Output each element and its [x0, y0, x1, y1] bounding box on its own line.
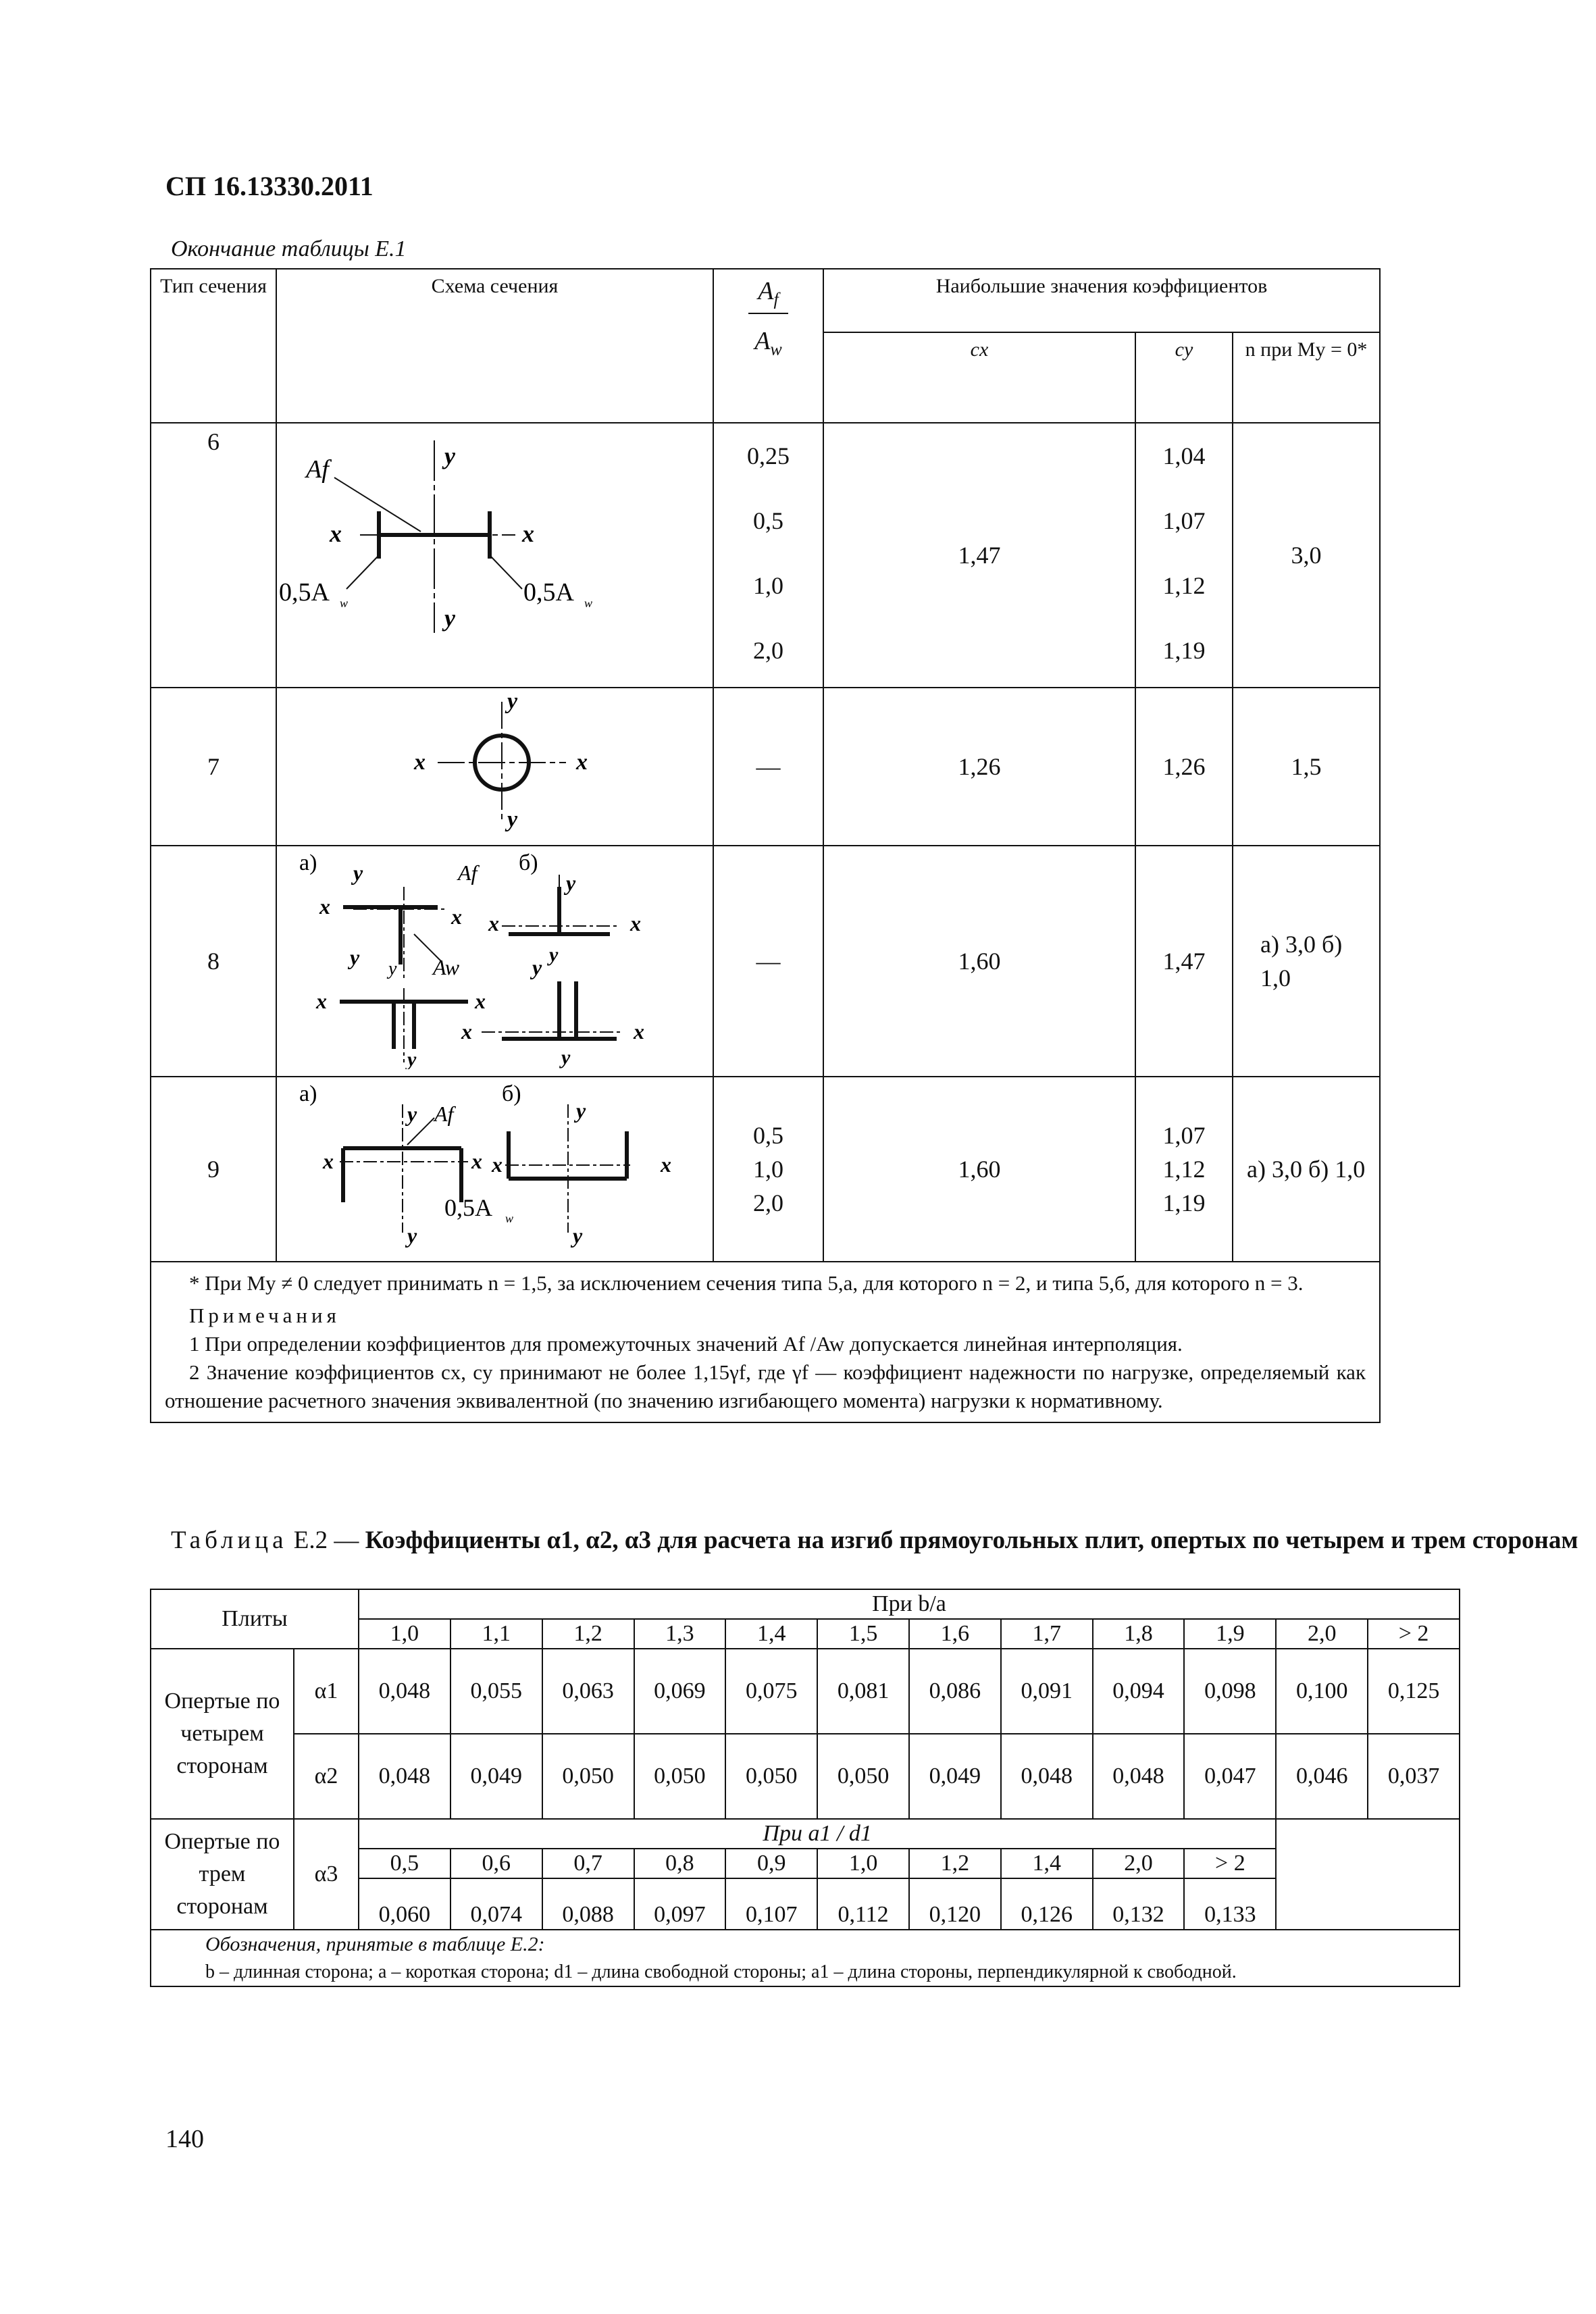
- svg-text:x: x: [488, 911, 499, 935]
- i-beam-diagram: [279, 423, 711, 646]
- pipe-section-diagram: [279, 688, 711, 837]
- n-cell: а) 3,0 б) 1,0: [1233, 846, 1380, 1077]
- legend-title: Обозначения, принятые в таблице Е.2:: [151, 1930, 1460, 1959]
- svg-text:w: w: [339, 596, 348, 610]
- svg-text:x: x: [471, 1149, 482, 1173]
- svg-text:y: y: [565, 871, 575, 895]
- x-axis-label: x: [521, 520, 534, 547]
- svg-text:y: y: [407, 1102, 417, 1126]
- y-axis-label: y: [444, 605, 455, 632]
- ratio-fraction: $\frac{A_f}{A_w}$: [748, 276, 788, 359]
- half-aw-label: 0,5A: [278, 578, 330, 607]
- header-n: n при My = 0*: [1233, 332, 1380, 423]
- svg-text:x: x: [633, 1019, 644, 1044]
- cy-cell: 1,26: [1135, 688, 1233, 846]
- table-row: [151, 423, 1380, 688]
- table-row: [151, 846, 1380, 1077]
- ratio-cell: —: [713, 846, 823, 1077]
- table-notes-row: [151, 1262, 1380, 1422]
- half-aw-label: 0,5A: [523, 578, 574, 607]
- svg-text:x: x: [461, 1019, 472, 1044]
- ratio-cell: 0,5 1,0 2,0: [713, 1077, 823, 1262]
- svg-text:w: w: [505, 1212, 513, 1225]
- table-e2: [150, 1589, 1460, 1987]
- scheme-cell: [276, 423, 713, 688]
- header-max-values: Наибольшие значения коэффициентов: [823, 269, 1380, 332]
- cx-cell: 1,60: [823, 846, 1135, 1077]
- cy-cell: 1,07 1,12 1,19: [1135, 1077, 1233, 1262]
- svg-text:Af: Af: [434, 1102, 453, 1126]
- y-axis-label: y: [507, 807, 517, 832]
- header-scheme: Схема сечения: [276, 269, 713, 423]
- ba-values-row: 1,0 1,1 1,2 1,3 1,4 1,5 1,6 1,7 1,8 1,9 2,0 > 2: [151, 1619, 1460, 1649]
- section-type-cell: 7: [151, 688, 276, 846]
- alpha2-row: α2 0,048 0,049 0,050 0,050 0,050 0,050 0,049 0,048 0,048 0,047 0,046 0,037: [151, 1734, 1460, 1819]
- svg-text:б): б): [501, 1081, 521, 1106]
- ratio-cell: —: [713, 688, 823, 846]
- svg-text:Af: Af: [457, 860, 477, 885]
- svg-text:y: y: [532, 955, 542, 979]
- four-sides-label: Опертые по четырем сторонам: [151, 1649, 294, 1819]
- t-section-diagram: [279, 846, 711, 1069]
- svg-text:y: y: [561, 1046, 570, 1069]
- table-continuation-label: Окончание таблицы Е.1: [171, 236, 407, 261]
- section-type-cell: 9: [151, 1077, 276, 1262]
- notes-title: Примечания: [189, 1304, 340, 1327]
- svg-text:y: y: [407, 1048, 416, 1069]
- svg-text:x: x: [629, 911, 641, 935]
- svg-text:y: y: [548, 944, 558, 966]
- page-number: 140: [165, 2125, 204, 2153]
- header-pri-ba: При b/a: [359, 1589, 1460, 1619]
- x-axis-label: x: [329, 520, 342, 547]
- svg-text:а): а): [299, 1081, 317, 1106]
- x-axis-label: x: [575, 750, 588, 775]
- scheme-cell: [276, 1077, 713, 1262]
- svg-text:y: y: [353, 860, 363, 885]
- section-type-cell: 8: [151, 846, 276, 1077]
- scheme-cell: [276, 846, 713, 1077]
- x-axis-label: x: [413, 750, 426, 775]
- svg-text:а): а): [299, 850, 317, 875]
- header-cy: cy: [1135, 332, 1233, 423]
- table-row: [151, 1077, 1380, 1262]
- svg-text:x: x: [660, 1152, 671, 1177]
- legend-text: b – длинная сторона; a – короткая сторона; d1 – длина свободной стороны; a1 – длина стороны, перпендикулярной к свободной.: [151, 1959, 1460, 1986]
- n-cell: 1,5: [1233, 688, 1380, 846]
- notes-cell: [151, 1262, 1380, 1422]
- svg-text:x: x: [319, 894, 330, 919]
- channel-section-diagram: [279, 1077, 711, 1253]
- header-section-type: Тип сечения: [151, 269, 276, 423]
- header-plates: Плиты: [151, 1589, 359, 1649]
- table-e1-end: [150, 268, 1381, 1423]
- note-1: 1 При определении коэффициентов для промежуточных значений Af /Aw допускается линейная интерполяция.: [189, 1332, 1183, 1356]
- svg-text:x: x: [451, 904, 462, 929]
- header-pri-ad: При a1 / d1: [359, 1819, 1276, 1849]
- cy-cell: 1,04 1,07 1,12 1,19: [1135, 423, 1233, 688]
- svg-text:x: x: [491, 1152, 503, 1177]
- header-cx: cx: [823, 332, 1135, 423]
- svg-text:y: y: [388, 958, 396, 979]
- svg-text:x: x: [315, 989, 327, 1013]
- svg-text:x: x: [322, 1149, 334, 1173]
- y-axis-label: y: [507, 689, 517, 714]
- alpha1-row: Опертые по четырем сторонам α1 0,048 0,055 0,063 0,069 0,075 0,081 0,086 0,091 0,094 0,098 0,100 0,125: [151, 1649, 1460, 1734]
- document-code: СП 16.13330.2011: [165, 171, 374, 201]
- svg-text:y: y: [349, 945, 359, 969]
- cy-cell: 1,47: [1135, 846, 1233, 1077]
- n-cell: а) 3,0 б) 1,0: [1233, 1077, 1380, 1262]
- n-cell: 3,0: [1233, 423, 1380, 688]
- footnote: * При My ≠ 0 следует принимать n = 1,5, за исключением сечения типа 5,а, для которого n = 2, и типа 5,б, для которого n = 3.: [189, 1271, 1304, 1295]
- cx-cell: 1,26: [823, 688, 1135, 846]
- note-2: 2 Значение коэффициентов cx, cy принимают не более 1,15γf, где γf — коэффициент надежности по нагрузке, определяемый как отношение расчетного значения эквивалентной (по значению изгибающего момента) нагрузки к нормативному.: [165, 1360, 1366, 1412]
- svg-text:y: y: [575, 1098, 586, 1123]
- three-sides-label: Опертые по трем сторонам: [151, 1819, 294, 1930]
- svg-text:w: w: [584, 596, 592, 610]
- svg-text:y: y: [572, 1223, 582, 1248]
- cx-cell: 1,60: [823, 1077, 1135, 1262]
- header-ratio: [713, 269, 823, 423]
- svg-text:0,5A: 0,5A: [444, 1194, 492, 1221]
- af-label: Af: [305, 455, 329, 484]
- alpha3-row: 0,060 0,074 0,088 0,097 0,107 0,112 0,120 0,126 0,132 0,133: [151, 1878, 1460, 1930]
- table-row: [151, 688, 1380, 846]
- svg-text:y: y: [407, 1223, 417, 1248]
- table-e2-caption: Таблица Е.2 — Коэффициенты α1, α2, α3 для расчета на изгиб прямоугольных плит, опертых по четырем и трем сторонам: [171, 1526, 1578, 1554]
- svg-text:x: x: [474, 989, 486, 1013]
- ad-values-row: 0,5 0,6 0,7 0,8 0,9 1,0 1,2 1,4 2,0 > 2: [151, 1849, 1460, 1878]
- svg-text:Aw: Aw: [432, 955, 459, 979]
- y-axis-label: y: [444, 442, 455, 469]
- section-type-cell: 6: [151, 423, 276, 688]
- ratio-cell: 0,25 0,5 1,0 2,0: [713, 423, 823, 688]
- svg-text:б): б): [518, 850, 538, 875]
- alpha3-label: α3: [294, 1819, 359, 1930]
- cx-cell: 1,47: [823, 423, 1135, 688]
- scheme-cell: [276, 688, 713, 846]
